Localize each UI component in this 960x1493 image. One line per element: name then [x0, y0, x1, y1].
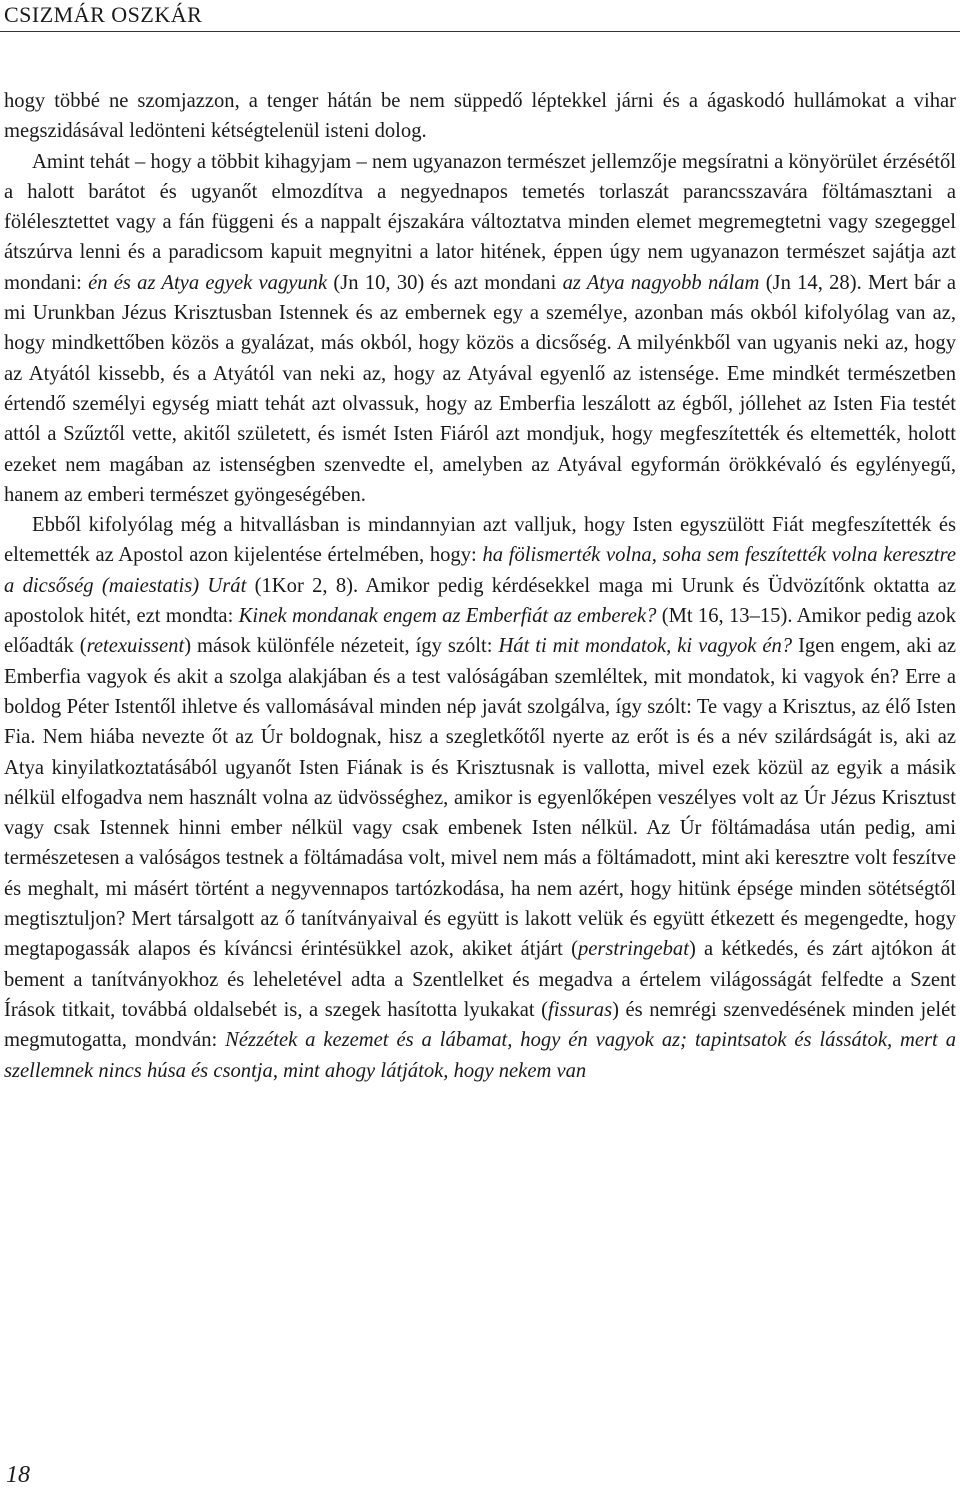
italic-text: az Atya nagyobb nálam [562, 271, 760, 294]
paragraph [4, 86, 956, 147]
text-run: hogy többé ne szomjazzon, a tenger hátán be nem süppedő léptekkel járni és a ágaskodó hullámokat a vihar megszidásával ledönteni kétségtelenül isteni dolog. [4, 90, 956, 143]
italic-text: fissuras [548, 998, 613, 1021]
paragraph [4, 510, 956, 1086]
header-rule [0, 31, 960, 32]
paragraph [4, 147, 956, 511]
italic-text: én és az Atya egyek vagyunk [88, 271, 328, 294]
italic-text: Kinek mondanak engem az Emberfiát az emberek? [238, 605, 657, 628]
text-run: (Mt 16, 13–15). Amikor pedig azok előadták ( [4, 605, 956, 658]
text-run: ) a kétkedés, és zárt ajtókon át bement a tanítványokhoz és leheletével adta a Szentlelket és megadva a értelem világosságát felfedte a Szent Írások titkait, továbbá oldalsebét is, a szegek hasította lyukakat ( [4, 938, 957, 1021]
text-run: (1Kor 2, 8). Amikor pedig kérdésekkel maga mi Urunk és Üdvözítőnk oktatta az apostolok hitét, ezt mondta: [4, 574, 956, 628]
text-run: (Jn 14, 28). Mert bár a mi Urunkban Jézus Krisztusban Istennek és az embernek egy a személye, azonban más okból kifolyólag van az, hogy mindkettőben közös a gyalázat, más okból, hogy közös a dicsőség. A milyénkből van ugyanis neki az, hogy az Atyától kissebb, és a Atyától van neki az, hogy az Atyával egyenlő az istensége. Eme mindkét természetben értendő személyi egység miatt tehát azt olvassuk, hogy az Emberfia leszálott az égből, jóllehet az Isten Fia testét attól a Szűztől vette, akitől született, és ismét Isten Fiáról azt mondjuk, hogy megfeszítették és eltemették, holott ezeket nem magában az istenségben szenvedte el, amelyben az Atyával egyformán örökkévaló és egylényegű, hanem az emberi természet gyöngeségében. [4, 271, 956, 506]
running-head: CSIZMÁR OSZKÁR [4, 2, 203, 27]
text-run: Amint tehát – hogy a többit kihagyjam – nem ugyanazon természet jellemzője megsíratni a könyörület érzésétől a halott barátot és ugyanőt elmozdítva a negyednapos temetés torlaszát parancsszavára föltámasztani a fölélesztettet vagy a fán függeni és a nappalt éjszakára változtatva minden elemet megremegtetni vagy szegeggel átszúrva lenni és a paradicsom kapuit megnyitni a lator hitének, éppen úgy nem ugyanazon természet sajátja azt mondani: [4, 150, 956, 294]
text-run: Ebből kifolyólag még a hitvallásban is mindannyian azt valljuk, hogy Isten egyszülött Fiát megfeszítették és eltemették az Apostol azon kijelentése értelmében, hogy: [4, 514, 956, 567]
text-run: (Jn 10, 30) és azt mondani [327, 271, 563, 294]
page-number: 18 [6, 1462, 30, 1488]
italic-text: perstringebat [577, 938, 689, 961]
italic-text: ha fölismerték volna, soha sem feszítették volna keresztre a dicsőség (maiestatis) Urát [4, 544, 956, 597]
body-text [4, 86, 956, 1086]
text-run: ) mások különféle nézeteit, így szólt: [184, 635, 499, 658]
text-run: Igen engem, aki az Emberfia vagyok és akit a szolga alakjában és a test valóságában szemléltek, mit mondatok, ki vagyok én? Erre a boldog Péter Istentől ihletve és vallomásával minden nép javát szolgálva, így szólt: Te vagy a Krisztus, az élő Isten Fia. Nem hiába nevezte őt az Úr boldognak, hisz a szegletkőtől nyerte az erőt is és a név szilárdságát is, aki az Atya kinyilatkoztatásából ugyanőt Isten Fiának is és Krisztusnak is vallotta, mivel ezek közül az egyik a másik nélkül elfogadva nem használt volna az üdvösséghez, amikor is egyenlőképen veszélyes volt az Úr Jézus Krisztust vagy csak Istennek hinni ember nélkül vagy csak embenek Isten nélkül. Az Úr föltámadása után pedig, ami természetesen a valóságos testnek a föltámadása volt, mivel nem más a föltámadott, mint aki keresztre volt feszítve és meghalt, mi másért történt a negyvennapos tartózkodása, ha nem azért, hogy hitünk épsége minden sötétségtől megtisztuljon? Mert társalgott az ő tanítványaival és együtt is lakott velük és együtt étkezett és megengedte, hogy megtapogassák alapos és kíváncsi érintésükkel azok, akiket átjárt ( [4, 635, 957, 961]
italic-text: retexuissent [86, 635, 185, 658]
italic-text: Nézzétek a kezemet és a lábamat, hogy én vagyok az; tapintsatok és lássátok, mert a szellemnek nincs húsa és csontja, mint ahogy látjátok, hogy nekem van [4, 1029, 956, 1082]
italic-text: Hát ti mit mondatok, ki vagyok én? [498, 635, 793, 658]
text-run: ) és nemrégi szenvedésének minden jelét megmutogatta, mondván: [4, 998, 956, 1052]
